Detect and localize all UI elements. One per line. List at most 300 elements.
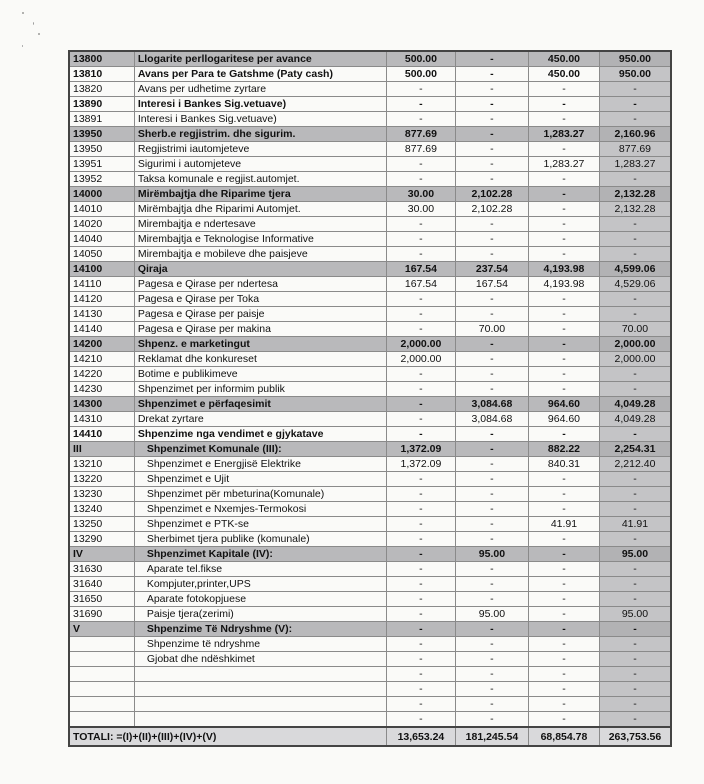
amount-total-cell: 2,132.28 [599,187,671,202]
amount-col3-cell: - [528,142,599,157]
amount-total-cell: - [599,577,671,592]
account-code-cell: 13890 [69,97,134,112]
amount-col1-cell: 30.00 [386,202,455,217]
amount-col2-cell: - [455,427,528,442]
account-name-cell: Shpenzime Të Ndryshme (V): [134,622,386,637]
table-row [69,472,671,487]
amount-col2-cell: - [455,67,528,82]
account-code-cell: 13950 [69,142,134,157]
amount-col2-cell: 2,102.28 [455,187,528,202]
scan-speck [22,12,24,14]
amount-total-cell: - [599,667,671,682]
amount-col1-cell: - [386,382,455,397]
section-header-row [69,337,671,352]
amount-col2-cell: - [455,51,528,67]
account-code-cell: 13810 [69,67,134,82]
total-row [69,727,671,746]
account-code-cell: 31630 [69,562,134,577]
amount-col2-cell: - [455,172,528,187]
amount-total-cell: 950.00 [599,51,671,67]
account-name-cell: Pagesa e Qirase per Toka [134,292,386,307]
amount-col3-cell: 450.00 [528,51,599,67]
table-row [69,412,671,427]
account-name-cell: Mirëmbajtja dhe Riparime tjera [134,187,386,202]
table-row [69,67,671,82]
amount-col3-cell: - [528,532,599,547]
amount-col1-cell: 500.00 [386,51,455,67]
account-name-cell: Pagesa e Qirase per paisje [134,307,386,322]
table-row [69,142,671,157]
account-name-cell: Llogarite perllogaritese per avance [134,51,386,67]
amount-col3-cell: - [528,382,599,397]
account-name-cell: Avans per udhetime zyrtare [134,82,386,97]
amount-col1-cell: - [386,82,455,97]
amount-total-cell: - [599,232,671,247]
table-row [69,352,671,367]
amount-col1-cell: - [386,517,455,532]
account-code-cell: IV [69,547,134,562]
amount-total-cell: - [599,502,671,517]
amount-col3-cell: 882.22 [528,442,599,457]
amount-col1-cell: 167.54 [386,262,455,277]
amount-col1-cell: 2,000.00 [386,337,455,352]
amount-col1-cell: 877.69 [386,127,455,142]
amount-col1-cell: - [386,682,455,697]
account-code-cell: 14200 [69,337,134,352]
amount-col3-cell: 1,283.27 [528,157,599,172]
account-code-cell: 31690 [69,607,134,622]
amount-total-cell: - [599,82,671,97]
table-row [69,277,671,292]
account-code-cell [69,712,134,728]
account-code-cell: 14120 [69,292,134,307]
table-row [69,517,671,532]
account-name-cell: Sigurimi i automjeteve [134,157,386,172]
account-name-cell: Interesi i Bankes Sig.vetuave) [134,97,386,112]
account-code-cell: 31640 [69,577,134,592]
section-header-row [69,51,671,67]
amount-col3-cell: - [528,652,599,667]
amount-total-cell: 95.00 [599,547,671,562]
account-code-cell: 14300 [69,397,134,412]
amount-col2-cell: 237.54 [455,262,528,277]
table-row [69,562,671,577]
amount-col2-cell: - [455,337,528,352]
amount-total-cell: 1,283.27 [599,157,671,172]
amount-col1-cell: - [386,502,455,517]
total-col4: 263,753.56 [599,727,671,746]
account-code-cell [69,667,134,682]
account-name-cell [134,682,386,697]
table-row [69,607,671,622]
table-row [69,202,671,217]
amount-total-cell: - [599,247,671,262]
account-code-cell: 14100 [69,262,134,277]
amount-col1-cell: - [386,172,455,187]
amount-col3-cell: - [528,202,599,217]
amount-total-cell: - [599,427,671,442]
amount-total-cell: 2,254.31 [599,442,671,457]
amount-col3-cell: - [528,547,599,562]
account-code-cell: 13952 [69,172,134,187]
account-code-cell: 31650 [69,592,134,607]
amount-col3-cell: 1,283.27 [528,127,599,142]
account-code-cell: 14130 [69,307,134,322]
table-row [69,97,671,112]
account-code-cell: 14310 [69,412,134,427]
amount-total-cell: - [599,712,671,728]
amount-col1-cell: - [386,472,455,487]
amount-col1-cell: - [386,622,455,637]
table-row [69,667,671,682]
account-name-cell: Reklamat dhe konkureset [134,352,386,367]
account-name-cell: Interesi i Bankes Sig.vetuave) [134,112,386,127]
amount-col2-cell: - [455,472,528,487]
amount-col1-cell: - [386,652,455,667]
account-code-cell: 14110 [69,277,134,292]
amount-col2-cell: - [455,442,528,457]
amount-total-cell: 4,049.28 [599,412,671,427]
table-row [69,112,671,127]
scan-speck [22,45,23,47]
amount-col3-cell: - [528,487,599,502]
amount-col3-cell: - [528,697,599,712]
amount-col1-cell: - [386,292,455,307]
amount-total-cell: - [599,217,671,232]
amount-col3-cell: - [528,97,599,112]
amount-col3-cell: - [528,337,599,352]
amount-total-cell: 877.69 [599,142,671,157]
amount-col2-cell: - [455,652,528,667]
table-row [69,82,671,97]
table-row [69,502,671,517]
table-row [69,592,671,607]
account-code-cell [69,682,134,697]
amount-col1-cell: - [386,367,455,382]
amount-col2-cell: - [455,142,528,157]
amount-col1-cell: 30.00 [386,187,455,202]
amount-col1-cell: - [386,247,455,262]
amount-col2-cell: - [455,562,528,577]
table-row [69,637,671,652]
amount-total-cell: - [599,682,671,697]
account-name-cell [134,667,386,682]
account-code-cell: 14010 [69,202,134,217]
amount-col2-cell: - [455,352,528,367]
amount-col3-cell: - [528,217,599,232]
amount-col1-cell: 1,372.09 [386,442,455,457]
account-code-cell: 13220 [69,472,134,487]
amount-col2-cell: 3,084.68 [455,412,528,427]
account-name-cell: Mirembajtja e Teknologise Informative [134,232,386,247]
section-header-row [69,262,671,277]
amount-col1-cell: - [386,232,455,247]
amount-total-cell: 2,132.28 [599,202,671,217]
amount-col3-cell: - [528,352,599,367]
amount-col2-cell: - [455,217,528,232]
amount-col3-cell: - [528,637,599,652]
amount-total-cell: - [599,97,671,112]
amount-col2-cell: - [455,532,528,547]
account-name-cell: Shpenzimet e përfaqesimit [134,397,386,412]
amount-col2-cell: - [455,667,528,682]
amount-col2-cell: - [455,382,528,397]
amount-total-cell: - [599,292,671,307]
amount-col1-cell: - [386,547,455,562]
amount-col3-cell: - [528,292,599,307]
ledger-body [69,51,671,727]
account-name-cell: Sherb.e regjistrim. dhe sigurim. [134,127,386,142]
account-code-cell: 14230 [69,382,134,397]
account-name-cell: Taksa komunale e regjist.automjet. [134,172,386,187]
amount-col2-cell: - [455,487,528,502]
account-name-cell: Avans per Para te Gatshme (Paty cash) [134,67,386,82]
amount-col2-cell: - [455,682,528,697]
amount-total-cell: - [599,382,671,397]
table-row [69,577,671,592]
table-row [69,247,671,262]
amount-col3-cell: - [528,712,599,728]
table-row [69,682,671,697]
amount-col2-cell: - [455,637,528,652]
amount-col2-cell: - [455,712,528,728]
table-row [69,292,671,307]
amount-col3-cell: - [528,307,599,322]
account-code-cell [69,697,134,712]
account-name-cell: Shpenzimet Kapitale (IV): [134,547,386,562]
table-row [69,322,671,337]
account-name-cell: Shpenzimet e Energjisë Elektrike [134,457,386,472]
account-code-cell: 14220 [69,367,134,382]
account-code-cell: 13820 [69,82,134,97]
account-name-cell: Shpenzimet per informim publik [134,382,386,397]
total-label: TOTALI: =(I)+(II)+(III)+(IV)+(V) [69,727,386,746]
table-row [69,217,671,232]
amount-col3-cell: 840.31 [528,457,599,472]
amount-col3-cell: - [528,577,599,592]
amount-col3-cell: - [528,247,599,262]
amount-col2-cell: - [455,697,528,712]
amount-total-cell: 4,049.28 [599,397,671,412]
account-code-cell: 14140 [69,322,134,337]
account-name-cell: Botime e publikimeve [134,367,386,382]
table-row [69,382,671,397]
account-name-cell: Sherbimet tjera publike (komunale) [134,532,386,547]
amount-col1-cell: 500.00 [386,67,455,82]
amount-col1-cell: - [386,577,455,592]
account-name-cell: Shpenzime të ndryshme [134,637,386,652]
amount-col3-cell: - [528,427,599,442]
table-row [69,532,671,547]
account-name-cell: Mirembajtja e mobileve dhe paisjeve [134,247,386,262]
section-header-row [69,442,671,457]
amount-total-cell: - [599,562,671,577]
amount-col3-cell: - [528,667,599,682]
account-code-cell: V [69,622,134,637]
amount-col1-cell: - [386,112,455,127]
account-code-cell: 13950 [69,127,134,142]
account-name-cell: Shpenzimet për mbeturina(Komunale) [134,487,386,502]
account-code-cell: 13891 [69,112,134,127]
amount-col3-cell: - [528,682,599,697]
account-name-cell: Shpenzimet e PTK-se [134,517,386,532]
total-col1: 13,653.24 [386,727,455,746]
amount-col2-cell: - [455,622,528,637]
account-code-cell: 13800 [69,51,134,67]
amount-total-cell: - [599,652,671,667]
amount-col3-cell: - [528,322,599,337]
total-col3: 68,854.78 [528,727,599,746]
amount-total-cell: 950.00 [599,67,671,82]
amount-col1-cell: - [386,697,455,712]
amount-col3-cell: - [528,622,599,637]
amount-total-cell: 2,000.00 [599,352,671,367]
amount-total-cell: - [599,697,671,712]
account-code-cell: III [69,442,134,457]
amount-col3-cell: - [528,172,599,187]
amount-col2-cell: - [455,502,528,517]
table-row [69,487,671,502]
account-name-cell: Shpenzime nga vendimet e gjykatave [134,427,386,442]
amount-col1-cell: - [386,562,455,577]
scan-speck [33,22,34,25]
amount-col1-cell: - [386,322,455,337]
amount-col2-cell: - [455,232,528,247]
amount-col2-cell: 2,102.28 [455,202,528,217]
amount-col1-cell: 1,372.09 [386,457,455,472]
section-header-row [69,397,671,412]
amount-col1-cell: - [386,427,455,442]
amount-total-cell: 4,529.06 [599,277,671,292]
amount-col3-cell: - [528,187,599,202]
account-name-cell: Mirëmbajtja dhe Riparimi Automjet. [134,202,386,217]
amount-total-cell: 4,599.06 [599,262,671,277]
amount-total-cell: - [599,592,671,607]
amount-col1-cell: - [386,412,455,427]
amount-col2-cell: 70.00 [455,322,528,337]
amount-total-cell: - [599,532,671,547]
amount-col2-cell: - [455,292,528,307]
amount-col2-cell: - [455,112,528,127]
amount-total-cell: 2,000.00 [599,337,671,352]
account-name-cell: Pagesa e Qirase per ndertesa [134,277,386,292]
amount-col3-cell: 4,193.98 [528,262,599,277]
scan-speck [38,33,40,35]
account-code-cell [69,637,134,652]
amount-col1-cell: - [386,637,455,652]
table-row [69,367,671,382]
amount-col1-cell: 877.69 [386,142,455,157]
table-row [69,712,671,728]
amount-col3-cell: - [528,502,599,517]
amount-col3-cell: - [528,562,599,577]
account-name-cell: Aparate tel.fikse [134,562,386,577]
account-code-cell: 14020 [69,217,134,232]
amount-col2-cell: 3,084.68 [455,397,528,412]
amount-col3-cell: 964.60 [528,412,599,427]
account-name-cell: Pagesa e Qirase per makina [134,322,386,337]
amount-col1-cell: - [386,667,455,682]
account-code-cell: 13210 [69,457,134,472]
section-header-row [69,622,671,637]
amount-col3-cell: 41.91 [528,517,599,532]
account-code-cell: 13951 [69,157,134,172]
account-code-cell: 14210 [69,352,134,367]
amount-total-cell: - [599,307,671,322]
amount-total-cell: 2,160.96 [599,127,671,142]
amount-col2-cell: - [455,592,528,607]
amount-col3-cell: - [528,472,599,487]
table-row [69,307,671,322]
account-name-cell [134,712,386,728]
account-name-cell: Paisje tjera(zerimi) [134,607,386,622]
amount-col2-cell: 95.00 [455,547,528,562]
section-header-row [69,187,671,202]
account-name-cell: Shpenzimet Komunale (III): [134,442,386,457]
account-code-cell: 14000 [69,187,134,202]
amount-total-cell: 70.00 [599,322,671,337]
amount-col1-cell: - [386,607,455,622]
table-row [69,697,671,712]
amount-col1-cell: 2,000.00 [386,352,455,367]
account-code-cell [69,652,134,667]
account-code-cell: 13250 [69,517,134,532]
amount-col3-cell: - [528,82,599,97]
account-code-cell: 13230 [69,487,134,502]
amount-col3-cell: - [528,607,599,622]
account-name-cell: Aparate fotokopjuese [134,592,386,607]
amount-col2-cell: - [455,517,528,532]
amount-col3-cell: 450.00 [528,67,599,82]
amount-total-cell: - [599,487,671,502]
section-header-row [69,547,671,562]
account-name-cell: Shpenzimet e Nxemjes-Termokosi [134,502,386,517]
account-code-cell: 14050 [69,247,134,262]
amount-col3-cell: 964.60 [528,397,599,412]
table-row [69,172,671,187]
amount-col2-cell: 167.54 [455,277,528,292]
table-row [69,157,671,172]
amount-col2-cell: - [455,97,528,112]
amount-col3-cell: - [528,232,599,247]
table-row [69,427,671,442]
section-header-row [69,127,671,142]
account-name-cell: Qiraja [134,262,386,277]
table-row [69,232,671,247]
amount-col2-cell: - [455,307,528,322]
account-name-cell: Gjobat dhe ndëshkimet [134,652,386,667]
amount-total-cell: - [599,367,671,382]
amount-col1-cell: 167.54 [386,277,455,292]
account-code-cell: 14410 [69,427,134,442]
table-row [69,457,671,472]
table-row [69,652,671,667]
amount-total-cell: - [599,622,671,637]
total-col2: 181,245.54 [455,727,528,746]
amount-total-cell: - [599,472,671,487]
account-name-cell [134,697,386,712]
amount-total-cell: 41.91 [599,517,671,532]
amount-col3-cell: - [528,592,599,607]
account-name-cell: Regjistrimi iautomjeteve [134,142,386,157]
amount-col1-cell: - [386,397,455,412]
amount-total-cell: - [599,112,671,127]
amount-total-cell: 2,212.40 [599,457,671,472]
expense-ledger-table [68,50,672,747]
amount-col1-cell: - [386,97,455,112]
amount-col1-cell: - [386,307,455,322]
amount-col2-cell: - [455,247,528,262]
